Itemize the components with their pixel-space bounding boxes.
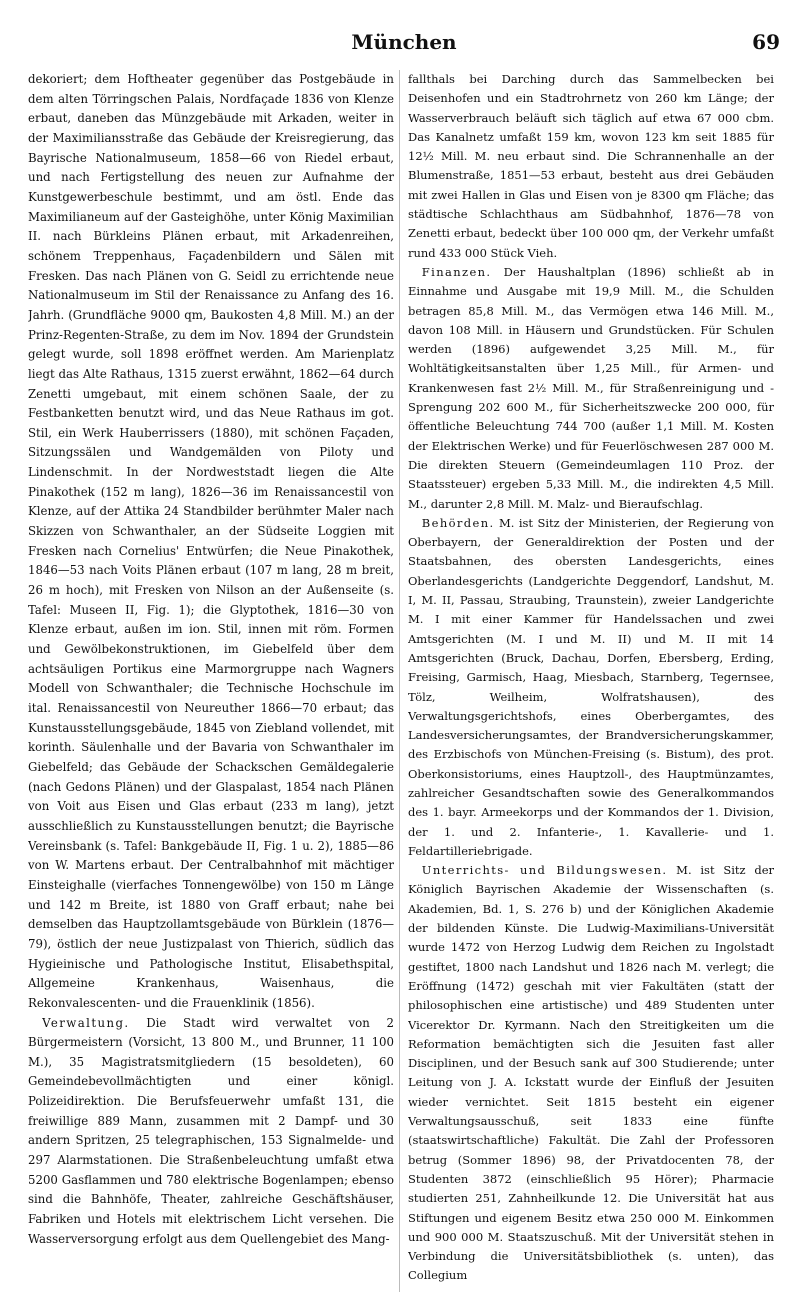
paragraph-water-supply: fallthals bei Darching durch das Sammelbecken bei Deisenhofen und ein Stadtrohrnetz von 260 km Länge; der Wasserverbrauch beläuft sich täglich auf etwa 67 000 cbm. Das Kanalnetz umfaßt 159 km, wovon 123 km seit 1885 für 12½ Mill. M. neu erbaut sind. Die Schrannenhalle an der Blumenstraße, 1851—53 erbaut, besteht aus drei Gebäuden mit zwei Hallen in Glas und Eisen von je 8300 qm Fläche; das städtische Schlachthaus am Südbahnhof, 1876—78 von Zenetti erbaut, bedeckt über 100 000 qm, der Verkehr umfaßt rund 433 000 Stück Vieh. <box>408 72 774 260</box>
paragraph-unterricht-text: M. ist Sitz der Königlich Bayrischen Akademie der Wissenschaften (s. Akademien, Bd. 1, S. 276 b) und der Königlichen Akademie der bildenden Künste. Die Ludwig-Maximilians-Universität wurde 1472 von Herzog Ludwig dem Reichen zu Ingolstadt gestiftet, 1800 nach Landshut und 1826 nach M. verlegt; die Eröffnung (1472) geschah mit vier Fakultäten (statt der philosophischen eine artistische) und 489 Studenten unter Vicerektor Dr. Kyrmann. Nach den Streitigkeiten um die Reformation bemächtigten sich die Jesuiten fast aller Disciplinen, und der Besuch sank auf 300 Studierende; unter Leitung von J. A. Ickstatt wurde der Einfluß der Jesuiten wieder vernichtet. Seit 1815 besteht ein eigener Verwaltungsausschuß, seit 1833 eine fünfte (staatswirtschaftliche) Fakultät. Die Zahl der Professoren betrug (Sommer 1896) 98, der Privatdocenten 78, der Studenten 3872 (einschließlich 95 Hörer); Pharmacie studierten 251, Zahnheilkunde 12. Die Universität hat aus Stiftungen und eigenem Besitz etwa 250 000 M. Einkommen und 900 000 M. Staatszuschuß. Mit der Universität stehen in Verbindung die Universitätsbibliothek (s. unten), das Collegium <box>408 863 774 1283</box>
page-header <box>28 30 780 60</box>
section-heading-unterricht: Unterrichts- und Bildungswesen. <box>421 863 668 878</box>
paragraph-verwaltung-text: Die Stadt wird verwaltet von 2 Bürgermeistern (Vorsicht, 13 800 M., und Brunner, 11 100 M.), 35 Magistratsmitgliedern (15 besoldeten), 60 Gemeindebevollmächtigten und einer königl. Polizeidirektion. Die Berufsfeuerwehr umfaßt 131, die freiwillige 889 Mann, zusammen mit 2 Dampf- und 30 andern Spritzen, 25 telegraphischen, 153 Signalmelde- und 297 Alarmstationen. Die Straßenbeleuchtung umfaßt etwa 5200 Gasflammen und 780 elektrische Bogenlampen; ebenso sind die Bahnhöfe, Theater, zahlreiche Geschäftshäuser, Fabriken und Hotels mit elektrischem Licht versehen. Die Wasserversorgung erfolgt aus dem Quellengebiet des Mang- <box>28 1015 394 1246</box>
section-heading-verwaltung: Verwaltung. <box>42 1015 130 1030</box>
page-number: 69 <box>752 30 780 54</box>
running-title: München <box>351 30 457 54</box>
section-heading-finanzen: Finanzen. <box>421 264 492 279</box>
section-heading-behoerden: Behörden. <box>421 515 495 530</box>
paragraph-buildings: dekoriert; dem Hoftheater gegenüber das Postgebäude in dem alten Törringschen Palais, Nordfaçade 1836 von Klenze erbaut, daneben das Münzgebäude mit Arkaden, weiter in der Maximiliansstraße das Gebäude der Kreisregierung, das Bayrische Nationalmuseum, 1858—66 von Riedel erbaut, und nach Fertigstellung des neuen zur Aufnahme der Kunstgewerbeschule bestimmt, und am östl. Ende das Maximilianeum auf der Gasteighöhe, unter König Maximilian II. nach Bürkleins Plänen erbaut, mit Arkadenreihen, schönem Treppenhaus, Façadenbildern und Sälen mit Fresken. Das nach Plänen von G. Seidl zu errichtende neue Nationalmuseum im Stil der Renaissance zu Anfang des 16. Jahrh. (Grundfläche 9000 qm, Baukosten 4,8 Mill. M.) an der Prinz-Regenten-Straße, zu dem im Nov. 1894 der Grundstein gelegt wurde, soll 1898 eröffnet werden. Am Marienplatz liegt das Alte Rathaus, 1315 zuerst erwähnt, 1862—64 durch Zenetti umgebaut, mit einem schönen Saale, der zu Festbanketten benutzt wird, und das Neue Rathaus im got. Stil, ein Werk Hauberrissers (1880), mit schönen Façaden, Sitzungssälen und Wandgemälden von Piloty und Lindenschmit. In der Nordweststadt liegen die Alte Pinakothek (152 m lang), 1826—36 im Renaissancestil von Klenze, auf der Attika 24 Standbilder berühmter Maler nach Skizzen von Schwanthaler, an der Südseite Loggien mit Fresken nach Cornelius' Entwürfen; die Neue Pinakothek, 1846—53 nach Voits Plänen erbaut (107 m lang, 28 m breit, 26 m hoch), mit Fresken von Nilson an der Außenseite (s. Tafel: Museen II, Fig. 1); die Glyptothek, 1816—30 von Klenze erbaut, außen im ion. Stil, innen mit röm. Formen und Gewölbekonstruktionen, im Giebelfeld über dem achtsäuligen Portikus eine Marmorgruppe nach Wagners Modell von Schwanthaler; die Technische Hochschule im ital. Renaissancestil von Neureuther 1866—70 erbaut; das Kunstausstellungsgebäude, 1845 von Ziebland vollendet, mit korinth. Säulenhalle und der Bavaria von Schwanthaler im Giebelfeld; das Gebäude der Schackschen Gemäldegalerie (nach Gedons Plänen) und der Glaspalast, 1854 nach Plänen von Voit aus Eisen und Glas erbaut (233 m lang), jetzt ausschließlich zu Kunstausstellungen benutzt; die Bayrische Vereinsbank (s. Tafel: Bankgebäude II, Fig. 1 u. 2), 1885—86 von W. Martens erbaut. Der Centralbahnhof mit mächtiger Einsteighalle (vierfaches Tonnengewölbe) von 150 m Länge und 142 m Breite, ist 1880 von Graff erbaut; nahe bei demselben das Hauptzollamtsgebäude von Bürklein (1876—79), östlich der neue Justizpalast von Thierich, südlich das Hygieinische und Pathologische Institut, Elisabethspital, Allgemeine Krankenhaus, Waisenhaus, die Rekonvalescenten- und die Frauenklinik (1856). <box>28 72 394 1010</box>
paragraph-finanzen <box>408 263 774 514</box>
paragraph-verwaltung <box>28 1014 394 1250</box>
paragraph-behoerden <box>408 514 774 861</box>
right-column <box>408 70 774 1295</box>
paragraph-behoerden-text: M. ist Sitz der Ministerien, der Regierung von Oberbayern, der Generaldirektion der Posten und der Staatsbahnen, des obersten Landesgerichts, eines Oberlandesgerichts (Landgerichte Deggendorf, Landshut, M. I, M. II, Passau, Straubing, Traunstein), zweier Landgerichte M. I mit einer Kammer für Handelssachen und zwei Amtsgerichten (M. I und M. II) und M. II mit 14 Amtsgerichten (Bruck, Dachau, Dorfen, Ebersberg, Erding, Freising, Garmisch, Haag, Miesbach, Starnberg, Tegernsee, Tölz, Weilheim, Wolfratshausen), des Verwaltungsgerichtshofs, eines Oberbergamtes, des Landesversicherungsamtes, der Brandversicherungskammer, des Erzbischofs von München-Freising (s. Bistum), des prot. Oberkonsistoriums, eines Hauptzoll-, des Hauptmünzamtes, zahlreicher Gesandtschaften sowie des Generalkommandos des 1. bayr. Armeekorps und der Kommandos der 1. Division, der 1. und 2. Infanterie-, 1. Kavallerie- und 1. Feldartilleriebrigade. <box>408 515 774 858</box>
left-column <box>28 70 394 1295</box>
column-divider <box>399 70 400 1292</box>
paragraph-unterricht <box>408 861 774 1286</box>
paragraph-finanzen-text: Der Haushaltplan (1896) schließt ab in Einnahme und Ausgabe mit 19,9 Mill. M., die Schulden betragen 85,8 Mill. M., das Vermögen etwa 146 Mill. M., davon 108 Mill. in Häusern und Grundstücken. Für Schulen werden (1896) aufgewendet 3,25 Mill. M., für Wohltätigkeitsanstalten über 1,25 Mill., für Armen- und Krankenwesen fast 2½ Mill. M., für Straßenreinigung und -Sprengung 202 600 M., für Sicherheitszwecke 200 000, für öffentliche Beleuchtung 744 700 (außer 1,1 Mill. M. Kosten der Elektrischen Werke) und für Feuerlöschwesen 287 000 M. Die direkten Steuern (Gemeindeumlagen 110 Proz. der Staatssteuer) ergeben 5,33 Mill. M., die indirekten 4,5 Mill. M., darunter 2,8 Mill. M. Malz- und Bieraufschlag. <box>408 264 774 511</box>
